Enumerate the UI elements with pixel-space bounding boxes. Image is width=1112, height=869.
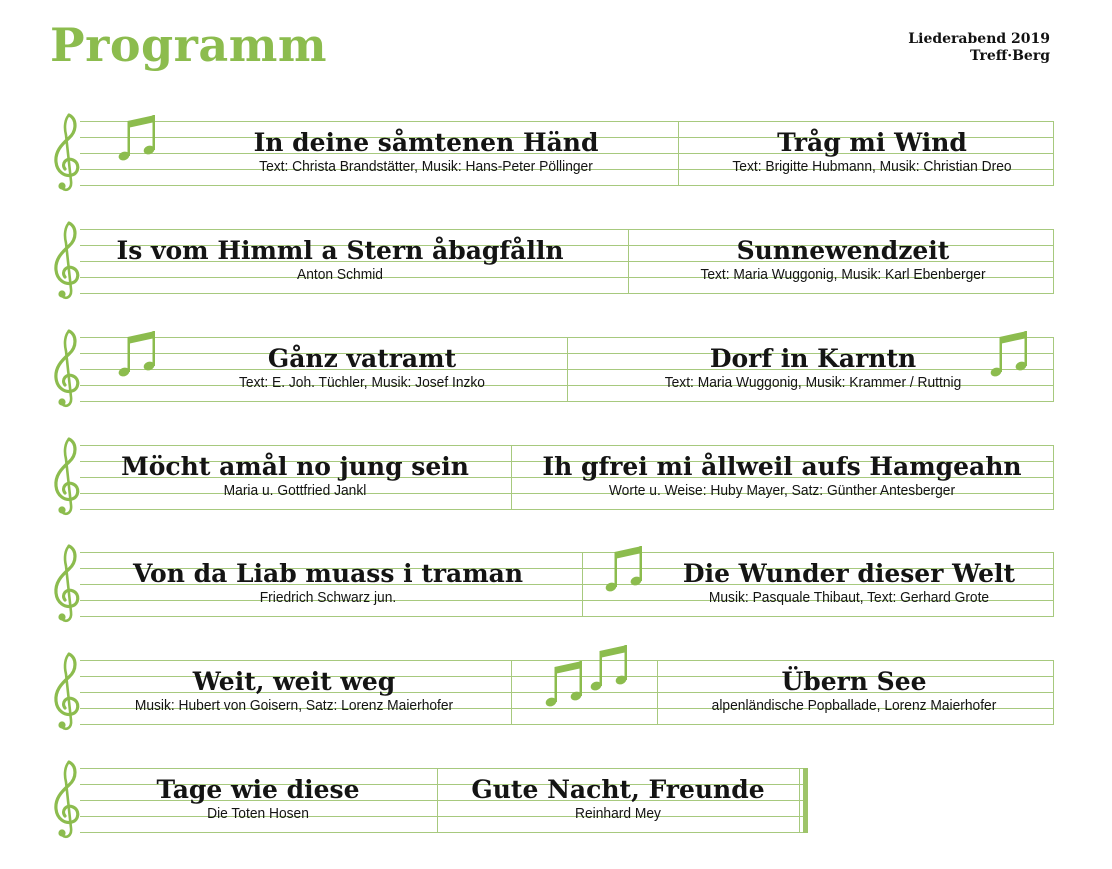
song-credit: Text: Maria Wuggonig, Musik: Krammer / Ruttnig xyxy=(664,374,962,391)
program-row xyxy=(50,229,1055,293)
staff-line xyxy=(80,616,1053,617)
song-entry xyxy=(80,229,600,293)
song-entry xyxy=(612,121,1112,185)
song-credit: Friedrich Schwarz jun. xyxy=(259,589,397,606)
song-title: Von da Liab muass i traman xyxy=(132,559,524,588)
song-credit: Text: Maria Wuggonig, Musik: Karl Ebenberger xyxy=(700,266,986,283)
song-entry xyxy=(34,660,554,724)
song-credit: Text: Christa Brandstätter, Musik: Hans-Peter Pöllinger xyxy=(259,158,593,175)
song-entry xyxy=(102,337,622,401)
song-entry xyxy=(522,445,1042,509)
song-credit: Musik: Pasquale Thibaut, Text: Gerhard Grote xyxy=(708,589,990,606)
staff-line xyxy=(80,832,808,833)
staff-line xyxy=(80,185,1053,186)
song-title: Dorf in Karntn xyxy=(709,344,917,373)
song-title: Tråg mi Wind xyxy=(777,128,967,157)
song-entry xyxy=(35,445,555,509)
song-title: Möcht amål no jung sein xyxy=(121,452,469,481)
song-entry xyxy=(166,121,686,185)
song-title: In deine såmtenen Händ xyxy=(253,128,599,157)
song-title: Gute Nacht, Freunde xyxy=(471,775,765,804)
song-title: Tage wie diese xyxy=(156,775,360,804)
song-title: Sunnewendzeit xyxy=(736,236,950,265)
song-title: Übern See xyxy=(781,667,927,696)
song-entry xyxy=(358,768,878,832)
song-credit: Musik: Hubert von Goisern, Satz: Lorenz Maierhofer xyxy=(134,697,454,714)
program-row xyxy=(50,660,1055,724)
page-title: Programm xyxy=(50,18,328,72)
event-venue: Treff·Berg xyxy=(970,48,1050,64)
song-credit: Die Toten Hosen xyxy=(207,805,309,822)
program-row xyxy=(50,552,1055,616)
event-name: Liederabend 2019 xyxy=(908,31,1050,47)
song-entry xyxy=(589,552,1109,616)
song-credit: Reinhard Mey xyxy=(575,805,661,822)
treble-clef-icon xyxy=(50,219,84,303)
staff-line xyxy=(80,509,1053,510)
event-info xyxy=(908,31,1050,65)
song-credit: Text: Brigitte Hubmann, Musik: Christian Dreo xyxy=(732,158,1012,175)
song-title: Weit, weit weg xyxy=(192,667,396,696)
song-entry xyxy=(68,552,588,616)
song-entry xyxy=(553,337,1073,401)
song-title: Ih gfrei mi ållweil aufs Hamgeahn xyxy=(542,452,1022,481)
song-entry xyxy=(594,660,1112,724)
song-title: Is vom Himml a Stern åbagfålln xyxy=(116,236,564,265)
bar-line xyxy=(1053,445,1054,510)
staff-line xyxy=(80,724,1053,725)
song-credit: Maria u. Gottfried Jankl xyxy=(223,482,367,499)
song-credit: Worte u. Weise: Huby Mayer, Satz: Günther Antesberger xyxy=(608,482,956,499)
program-row xyxy=(50,121,1055,185)
song-title: Die Wunder dieser Welt xyxy=(682,559,1016,588)
song-credit: alpenländische Popballade, Lorenz Maierhofer xyxy=(711,697,997,714)
program-row xyxy=(50,445,1055,509)
program-row xyxy=(50,768,810,832)
program-row xyxy=(50,337,1055,401)
song-credit: Text: E. Joh. Tüchler, Musik: Josef Inzko xyxy=(239,374,485,391)
treble-clef-icon xyxy=(50,111,84,195)
song-credit: Anton Schmid xyxy=(297,266,383,283)
treble-clef-icon xyxy=(50,327,84,411)
staff-line xyxy=(80,293,1053,294)
song-title: Gånz vatramt xyxy=(267,344,457,373)
eighth-note-pair-icon xyxy=(116,111,156,168)
song-entry xyxy=(583,229,1103,293)
